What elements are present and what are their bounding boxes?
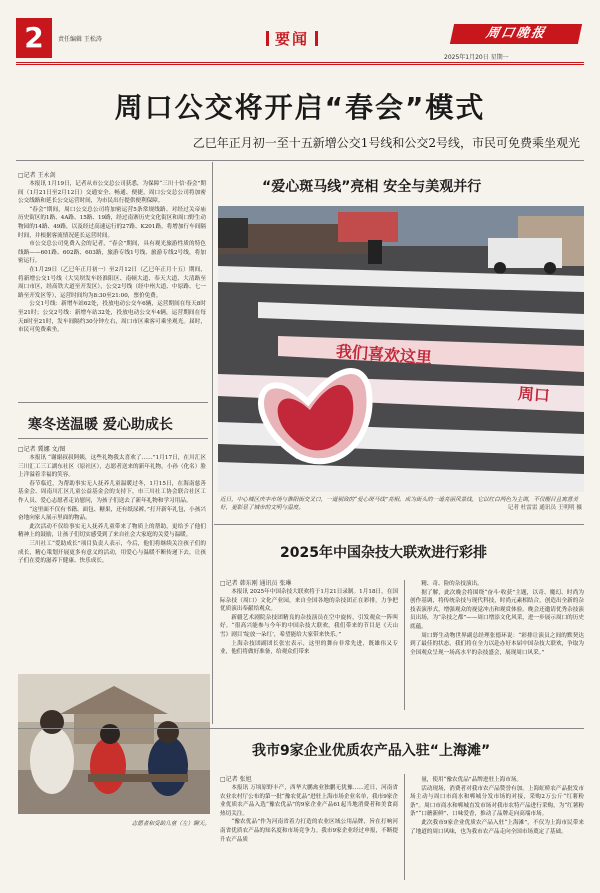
road-text-city: 周口 xyxy=(517,383,551,406)
paragraph: 此次活动不仅给事实无人抚养儿童带来了物质上的帮助，更给予了他们精神上的鼓励，让孩子们切实感受到了来自社会大家庭的关爱与温暖。 xyxy=(18,523,206,539)
acrobat-headline: 2025年中国杂技大联欢进行彩排 xyxy=(280,545,487,561)
paragraph: “豫农优品”作为河南省着力打造的农业区域公用品牌，旨在打响河南省优质农产品的知名度和市场竞争力。我市9家企业经过申报，不断提升农产品质 xyxy=(220,819,398,843)
paragraph: 本报讯 “谢谢叔叔阿姨，这些礼物我太喜欢了……”1月17日，在川汇区三川汇工三工湖东社区（原社区），志愿者送来的新年礼物，小孙（化名）脸上洋溢着幸福的笑容。 xyxy=(18,455,206,479)
volunteer-photo-caption: 志愿者和受助儿童（左）聊天。 xyxy=(131,821,210,827)
warm-rule xyxy=(18,438,208,439)
paragraph: 新疆艺术剧院杂技团精良的杂技演员在空中旋转，引发观众一阵叫好。“很高兴能参与今年的中国杂技大联欢，我们带来的节目是《天山雪》剧目‘绽放一朵红’，希望能给大家带来快乐。” xyxy=(220,614,398,638)
column-divider xyxy=(212,162,213,724)
page-number: 2 xyxy=(16,18,52,58)
paragraph: 本报讯 2025年中国杂技大联欢将于1月21日录制。1月18日，在国际杂技（周口）文化产业园，来自全国各地的杂技团正在彩排，力争把优质演出奉献给观众。 xyxy=(220,589,398,613)
crosswalk-end-rule xyxy=(214,524,584,525)
farm-headline: 我市9家企业优质农产品入驻“上海滩” xyxy=(252,743,491,759)
paragraph: 据了解，此次晚会将围绕“奋斗·收获”主题，以奇、魔幻、时尚为创作基调，将传统杂技与现代科技，时尚元素相结合，创造出全新的杂技表演形式，增强观众的视觉冲击和观赏体验。晚会还邀请优秀杂技演员出场，为“杂技之都”——周口增添文化风采，进一步展示周口的历史底蕴。 xyxy=(410,589,584,630)
lead-headline: 周口公交将开启“春会”模式 xyxy=(114,91,486,124)
road-text-love: 我们喜欢这里 xyxy=(335,341,433,368)
acrobat-byline: □记者 韩东刚 通讯员 张琳 xyxy=(220,580,292,587)
photo-credit: 记者 杜雷雷 通讯员 王明明 摄 xyxy=(507,505,582,511)
crosswalk-headline: “爱心斑马线”亮相 安全与美观并行 xyxy=(262,179,482,195)
paragraph: “这里面不仅有书籍、面包、糖果，还有纸尿裤。”打开新年礼包，小孩兴奋地向家人展示里面的物品。 xyxy=(18,506,206,522)
farm-byline: □记者 张旭 xyxy=(220,776,252,783)
farm-body-right xyxy=(410,776,584,880)
paragraph: 三川社工“爱助成长”项目负责人表示，今后，他们将继续关注孩子们的成长，精心策划开展更多有意义的活动，用爱心与温暖不断传递下去，让孩子们在爱的滋养下健康、快乐成长。 xyxy=(18,540,206,565)
headline-divider xyxy=(16,160,584,161)
paragraph: 精、奇、险的杂技演出。 xyxy=(421,581,483,587)
editor-credit: 责任编辑 王松涛 xyxy=(58,36,102,43)
paragraph: 周口野生动物世界副总经理张德环说：“彩排让演员之间的默契达到了最佳的状态，我们将在全力以赴办好本届中国杂技大联欢，争取为全国观众呈现一场高水平的杂技盛会，展现周口风采。” xyxy=(410,632,584,656)
paragraph: 公交1号线：新增车站62处，投放电动公交车6辆，运营期间在每天8时至21时；公交2号线：新增车站32处，投放电动公交车4辆，运营期间在每天8时至21时，发车间隔约30分钟左右，周口市区乘客可乘坐观光。届时，市民可免费乘坐。 xyxy=(18,301,206,334)
crosswalk-photo xyxy=(218,206,584,492)
paragraph: 市公交总公司免费入会的记者，“春会”期间，具有观光旅游性质的特色线路——601路、602路、603路，旅游专线1号线、旅游专线2号线，将加密运行。 xyxy=(18,241,206,265)
lead-byline: □记者 王永剑 xyxy=(18,172,56,179)
section-label: 要闻 xyxy=(260,28,324,49)
header-rule-thin xyxy=(16,64,584,65)
masthead-logo: 周口晚报 xyxy=(450,24,582,44)
paragraph: 活动现场，消费者对我市农产品赞誉有加。上海虹桥农产品批发市场主动与周口市商水和郸城分发市场的对接，采购2万公斤“红薯粉条”。周口市商水和郸城直发市场对我市农特产品进行采购，为“红薯粉条”“口蘑新鲜”、口味爱香，推动了品牌走向高端市场。 xyxy=(410,785,584,818)
volunteer-photo xyxy=(18,674,210,814)
acrobat-body-right xyxy=(410,580,584,708)
paragraph: 本报讯 1月19日，记者从市公交总公司获悉，为保障“三川十信·春会”期间（1月21日至2月12日）交通安全、畅通、便捷，周口公交总公司将加密公交线路和延长公交运营时间，为市民出行提供便利保障。 xyxy=(18,181,206,205)
farm-body-left xyxy=(220,784,398,880)
acrobat-column-divider xyxy=(404,580,405,710)
warm-article-body xyxy=(18,454,206,668)
warm-headline: 寒冬送温暖 爱心助成长 xyxy=(28,417,173,433)
paragraph: 此次我市9家企业优质农产品入驻“上海滩”，不仅为上海市民带来了地道的周口风味，也为我市农产品走向全国市场奠定了基础。 xyxy=(410,819,584,835)
paragraph: 量，使用“豫农优品”品牌进驻上海市场。 xyxy=(421,777,523,783)
acrobat-body-left xyxy=(220,588,398,708)
paragraph: 春节临近，为帮助事实无人抚养儿童温暖过冬，1月15日，在海南慈善基金会、周南川汇区儿童公益基金会的支持下，市三川社工协会联合社区工作人员、爱心志愿者走访慰问，为孩子们送去了新年礼物和学习用品。 xyxy=(18,480,206,504)
issue-date: 2025年1月20日 星期一 xyxy=(444,54,509,61)
paragraph: 本报讯 万顷原野丰产，西华大鹏禽业独鹏无犹豫……近日，河南省农业农村厅公布的第一批“豫农优品”进驻上海市场企业名单，我市9家企业优质农产品入选“豫农优品”的9家企业产品61起当地消费者和美食商热切关注。 xyxy=(220,785,398,817)
farm-top-rule xyxy=(18,728,584,729)
lead-article-body xyxy=(18,180,206,392)
farm-column-divider xyxy=(404,774,405,880)
lead-subhead: 乙巳年正月初一至十五新增公交1号线和公交2号线，市民可免费乘坐观光 xyxy=(192,136,580,150)
paragraph: 上海杂技团副团长张宏表示，这里的舞台非常先进，既雄伟又专业，他们将做好准备，给观众们带来 xyxy=(220,640,398,656)
crosswalk-caption: 近日，中心城区庆丰市场与淮阳街交叉口，一道别致的“爱心斑马线”亮相。成为街头的一道亮丽风景线，它以红白两色为主调，不仅醒目且寓意美好，更彰显了城市的文明与温度。 记者 杜雷雷 通讯员 王明明 摄 xyxy=(220,497,582,511)
warm-byline: □记者 冀娜 文/图 xyxy=(18,446,66,453)
header-rule xyxy=(16,62,584,63)
lead-end-rule xyxy=(18,402,208,403)
paragraph: 在1月29日（乙巳年正月初一）至2月12日（乙巳年正月十五）期间，将新增公交1号线（大吴坝发车经淮阳区、南顿大道、奉天大道、大清路至周口市区，经高铁大道至开发区），公交2号线（经中州大道、中原路、七一路至开发区等），运营时间均为8:30至21:00，票价免费。 xyxy=(18,266,206,299)
paragraph: “春会”期间，周口公交总公司将加密运营5条常规线路。对经过关帝庙历史街区的1路、4A路、15路、19路，经过南寨历史文化街区和周口野生动物园的14路、49路，以及经过高速运行的27路、K201路，将增加行车间隔时间，并根据客流情况延长运营时间。 xyxy=(18,206,206,239)
